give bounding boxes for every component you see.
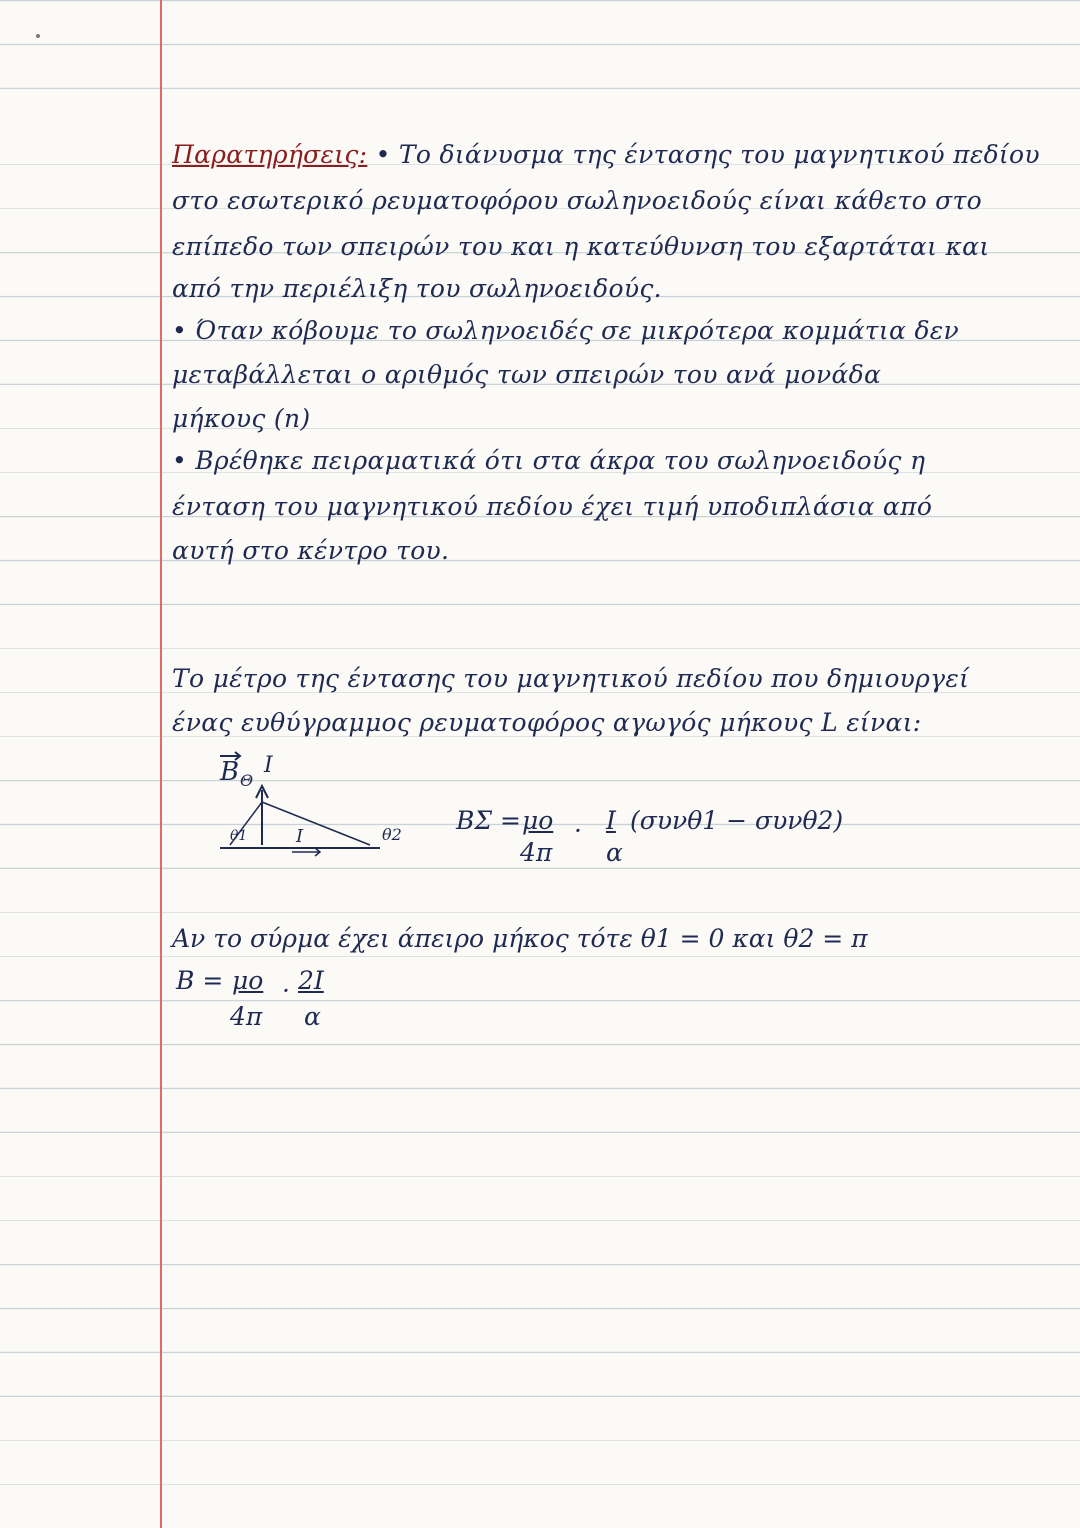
formula-finite-lhs: BΣ = <box>456 806 521 835</box>
remark1-line2: στο εσωτερικό ρευματοφόρου σωληνοειδούς είναι κάθετο στο <box>172 186 983 215</box>
wire-intro-line2: ένας ευθύγραμμος ρευματοφόρος αγωγός μήκους L είναι: <box>172 708 922 737</box>
field-vector-label: B <box>220 757 240 787</box>
remark1-line4: από την περιέλιξη του σωληνοειδούς. <box>172 274 662 303</box>
current-label-top: I <box>264 753 273 778</box>
formula-finite-dot: · <box>574 816 582 845</box>
wire-diagram <box>200 740 440 880</box>
remarks-heading: Παρατηρήσεις: <box>172 140 368 169</box>
formula-infinite-num: 2I <box>298 966 324 995</box>
remark3-line1: • Βρέθηκε πειραματικά ότι στα άκρα του σωληνοειδούς η <box>172 446 926 475</box>
remark2-line3: μήκους (n) <box>172 404 311 433</box>
theta2-label: θ2 <box>382 825 402 844</box>
formula-finite-tail: (συνθ1 − συνθ2) <box>630 806 844 835</box>
wire-intro-line1: Το μέτρο της έντασης του μαγνητικού πεδίου που δημιουργεί <box>172 664 970 693</box>
formula-finite-mu-den: 4π <box>520 838 553 867</box>
remark3-line2: ένταση του μαγνητικού πεδίου έχει τιμή υποδιπλάσια από <box>172 492 933 521</box>
field-vector-subscript: Θ <box>240 771 254 790</box>
remark2-line2: μεταβάλλεται ο αριθμός των σπειρών του ανά μονάδα <box>172 360 882 389</box>
formula-finite-mu-num: μο <box>522 806 554 835</box>
remark2-line1: • Όταν κόβουμε το σωληνοειδές σε μικρότερα κομμάτια δεν <box>172 316 960 345</box>
formula-infinite-lhs: B = <box>176 966 224 995</box>
formula-infinite-den: α <box>304 1002 321 1031</box>
right-ray <box>262 802 370 845</box>
formula-infinite-mu-den: 4π <box>230 1002 263 1031</box>
remark3-line3: αυτή στο κέντρο του. <box>172 536 450 565</box>
infinite-wire-line: Αν το σύρμα έχει άπειρο μήκος τότε θ1 = 0 και θ2 = π <box>172 924 868 953</box>
formula-infinite-dot: · <box>282 976 290 1005</box>
theta1-label: θ1 <box>230 828 248 844</box>
formula-finite-i-num: I <box>606 806 616 835</box>
remark1-line3: επίπεδο των σπειρών του και η κατεύθυνση του εξαρτάται και <box>172 232 990 261</box>
formula-infinite-mu-num: μο <box>232 966 264 995</box>
formula-finite-a-den: α <box>606 838 623 867</box>
page-hole <box>36 34 40 38</box>
current-label: I <box>296 826 304 847</box>
margin-line <box>160 0 162 1528</box>
remark1-line1: Παρατηρήσεις: • Το διάνυσμα της έντασης του μαγνητικού πεδίου <box>172 140 1040 169</box>
